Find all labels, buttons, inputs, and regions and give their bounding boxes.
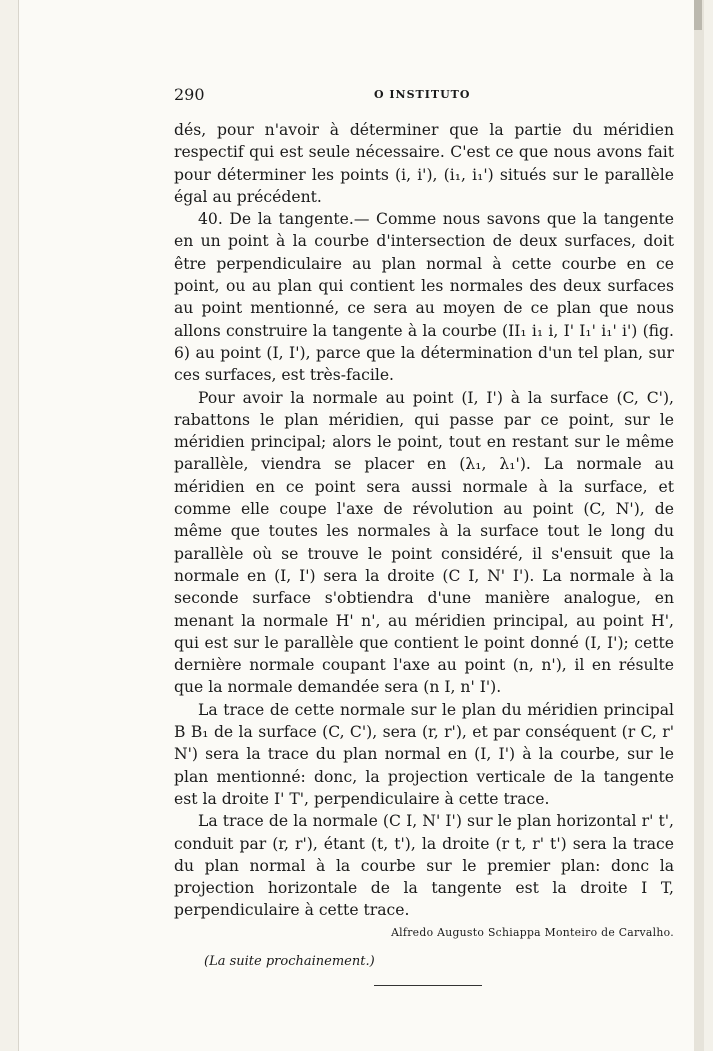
paragraph-4: La trace de cette normale sur le plan du méridien principal B B₁ de la surface (C, C'), sera (r, r'), et par conséquent (r C, r' N') sera la trace du plan normal en (I, I') à la courbe, sur le plan mentionné: donc, la projection verticale de la tangente est la droite I' T', perpendiculaire à cette trace. [174, 700, 674, 808]
page-edge-shadow [694, 0, 704, 1051]
page-content [174, 85, 674, 986]
page-number: 290 [174, 85, 205, 104]
corner-mark [694, 0, 702, 30]
paragraph-2: 40. De la tangente.— Comme nous savons que la tangente en un point à la courbe d'intersection de deux surfaces, doit être perpendiculaire au plan normal à cette courbe en ce point, ou au plan qui contient les normales des deux surfaces au point mentionné, ce sera au moyen de ce plan que nous allons construire la tangente à la courbe (II₁ i₁ i, I' I₁' i₁' i') (fig. 6) au point (I, I'), parce que la détermination d'un tel plan, sur ces surfaces, est très-facile. [174, 210, 674, 385]
journal-title: O INSTITUTO [374, 88, 471, 101]
paragraph-1: dés, pour n'avoir à déterminer que la partie du méridien respectif qui est seule nécessaire. C'est ce que nous avons fait pour déterminer les points (i, i'), (i₁, i₁') situés sur le parallèle égal au précédent. [174, 121, 674, 206]
author-byline: Alfredo Augusto Schiappa Monteiro de Carvalho. [391, 925, 674, 939]
article-body [174, 119, 674, 944]
continued-note: (La suite prochainement.) [204, 953, 375, 969]
page-sheet [18, 0, 704, 1051]
running-head [174, 85, 674, 113]
closing-rule [374, 985, 482, 986]
paragraph-5: La trace de la normale (C I, N' I') sur le plan horizontal r' t', conduit par (r, r'), étant (t, t'), la droite (r t, r' t') sera la trace du plan normal à la courbe sur le premier plan: donc la projection horizontale de la tangente est la droite I T, perpendiculaire à cette trace. [174, 812, 674, 920]
paragraph-3: Pour avoir la normale au point (I, I') à la surface (C, C'), rabattons le plan méridien, qui passe par ce point, sur le méridien principal; alors le point, tout en restant sur le même parallèle, viendra se placer en (λ₁, λ₁'). La normale au méridien en ce point sera aussi normale à la surface, et comme elle coupe l'axe de révolution au point (C, N'), de même que toutes les normales à la surface tout le long du parallèle où se trouve le point considéré, il s'ensuit que la normale en (I, I') sera la droite (C I, N' I'). La normale à la seconde surface s'obtiendra d'une manière analogue, en menant la normale H' n', au méridien principal, au point H', qui est sur le parallèle que contient le point donné (I, I'); cette dernière normale coupant l'axe au point (n, n'), il en résulte que la normale demandée sera (n I, n' I'). [174, 388, 674, 697]
